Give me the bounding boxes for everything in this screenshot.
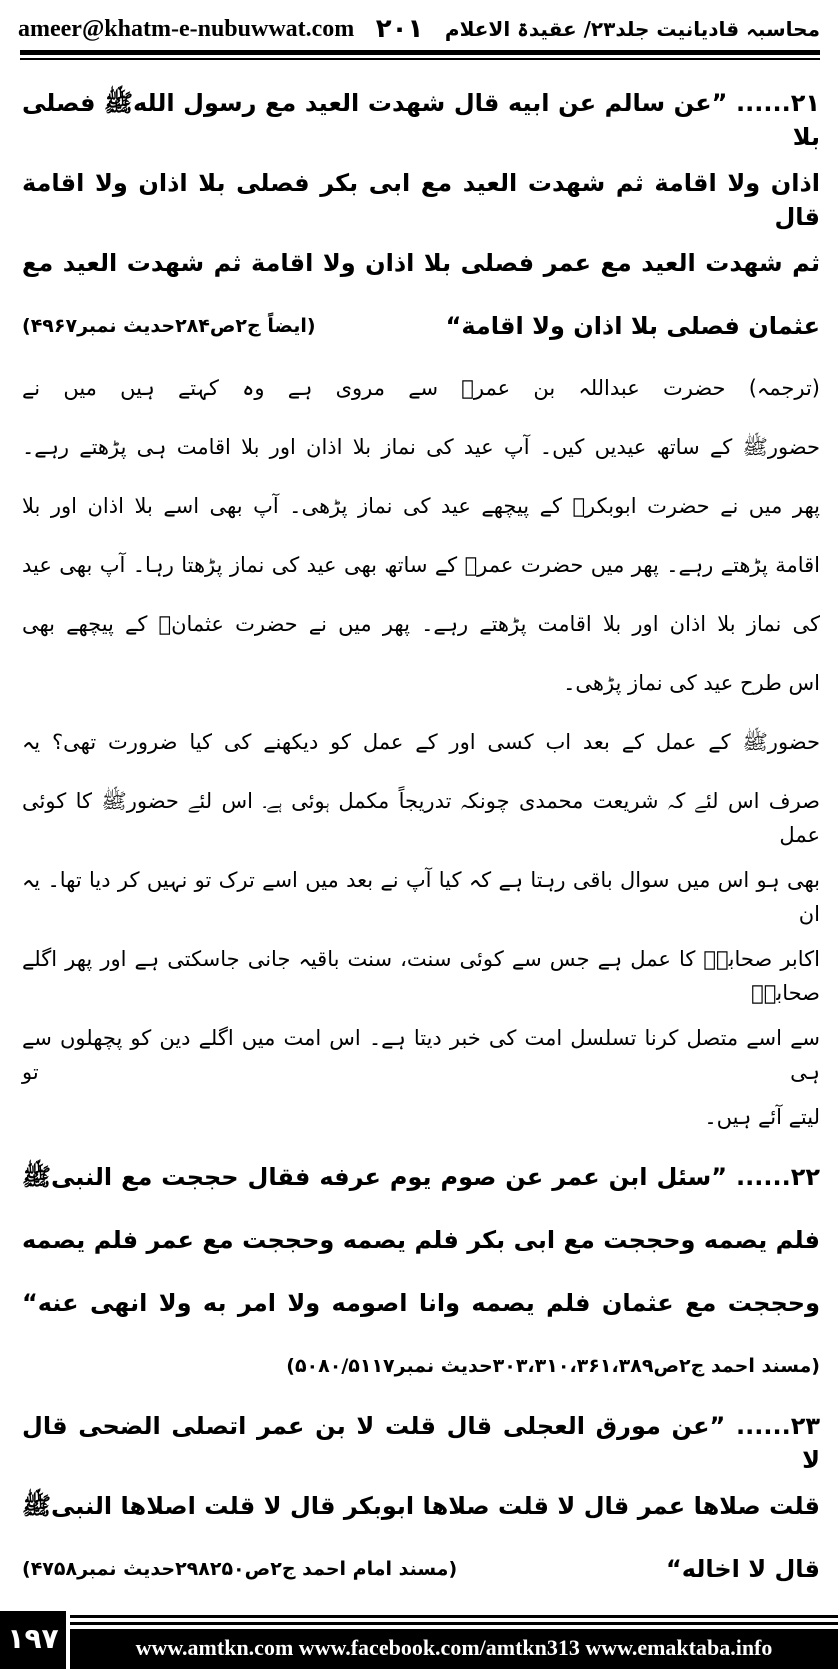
page-footer <box>0 1603 840 1669</box>
hadith-23-line <box>22 1540 820 1603</box>
translation-line: (ترجمہ) حضرت عبداللہ بن عمرؓ سے مروی ہے وہ کہتے ہیں میں نے <box>22 376 820 400</box>
hadith-21-line <box>22 297 820 360</box>
hadith-21-line: ثم شهدت العید مع عمر فصلی بلا اذان ولا اقامة ثم شهدت العید مع <box>22 249 820 277</box>
hadith-21-line: اذان ولا اقامة ثم شهدت العید مع ابی بکر فصلی بلا اذان ولا اقامة قال <box>22 169 820 231</box>
commentary-line: صرف اس لئے کہ شریعت محمدی چونکہ تدریجاً مکمل ہوئی ہے۔ اس لئے حضورﷺ کا کوئی عمل <box>22 789 820 847</box>
hadith-22-line: فلم یصمه وحججت مع ابی بکر فلم یصمه وحججت مع عمر فلم یصمه <box>22 1226 820 1254</box>
hadith-23-reference: (مسند امام احمد ج۲ص۲۹۸۲۵۰حدیث نمبر۴۷۵۸) <box>22 1558 458 1580</box>
hadith-21-reference: (ایضاً ج۲ص۲۸۴حدیث نمبر۴۹۶۷) <box>22 315 316 337</box>
hadith-22-reference: (مسند احمد ج۲ص۳۰۳،۳۱۰،۳۶۱،۳۸۹حدیث نمبر۵۰۸۰/۵۱۱۷) <box>286 1355 820 1377</box>
commentary-line: حضورﷺ کے عمل کے بعد اب کسی اور کے عمل کو دیکھنے کی کیا ضرورت تھی؟ یہ <box>22 730 820 754</box>
commentary-line: سے اسے متصل کرنا تسلسل امت کی خبر دیتا ہے۔ اس امت میں اگلے دین کو پچھلوں سے ہی تو <box>22 1026 820 1084</box>
header-page-number: ۲۰۱ <box>375 14 424 44</box>
footer-page-number: ۱۹۷ <box>0 1611 66 1669</box>
header-email: ameer@khatm-e-nubuwwat.com <box>18 15 355 42</box>
hadith-22-line: ۲۲...... ”سئل ابن عمر عن صوم یوم عرفه فقال حججت مع النبیﷺ <box>22 1163 820 1191</box>
translation-line: اقامة پڑھتے رہے۔ پھر میں حضرت عمرؓ کے ساتھ بھی عید کی نماز پڑھتا رہا۔ آپ بھی عید <box>22 553 820 577</box>
hadith-23-line: قلت صلاها عمر قال لا قلت صلاها ابوبکر قال لا قلت اصلاها النبیﷺ <box>22 1492 820 1520</box>
header-rule <box>20 50 820 55</box>
footer-rule <box>70 1622 838 1625</box>
footer-rule <box>70 1615 838 1618</box>
hadith-23-end: قال لا اخاله“ <box>665 1555 820 1583</box>
translation-line: حضورﷺ کے ساتھ عیدیں کیں۔ آپ عید کی نماز بلا اذان اور بلا اقامت ہی پڑھتے رہے۔ <box>22 435 820 459</box>
hadith-21-line: ۲۱...... ”عن سالم عن ابیه قال شهدت العید مع رسول اللهﷺ فصلی بلا <box>22 89 820 151</box>
footer-links: www.amtkn.com www.facebook.com/amtkn313 www.emaktaba.info <box>70 1629 838 1669</box>
commentary-line: لیتے آئے ہیں۔ <box>704 1105 820 1129</box>
commentary-line: بھی ہو اس میں سوال باقی رہتا ہے کہ کیا آپ نے بعد میں اسے ترک تو نہیں کر دیا تھا۔ یہ ان <box>22 868 820 926</box>
translation-line: کی نماز بلا اذان اور بلا اقامت پڑھتے رہے۔ پھر میں نے حضرت عثمانؓ کے پیچھے بھی <box>22 612 820 636</box>
hadith-22-line: وحججت مع عثمان فلم یصمه وانا اصومه ولا امر به ولا انهی عنه“ <box>22 1289 820 1317</box>
commentary-line: اکابر صحابہؓ کا عمل ہے جس سے کوئی سنت، سنت باقیہ جانی جاسکتی ہے اور پھر اگلے صحابہؓ <box>22 947 820 1005</box>
translation-line: پھر میں نے حضرت ابوبکرؓ کے پیچھے عید کی نماز پڑھی۔ آپ بھی اسے بلا اذان اور بلا <box>22 494 820 518</box>
header-title: محاسبہ قادیانیت جلد۲۳/ عقیدۃ الاعلام <box>444 17 820 41</box>
footer-band <box>70 1611 838 1669</box>
body-text <box>0 60 840 1603</box>
translation-line: اس طرح عید کی نماز پڑھی۔ <box>563 671 820 695</box>
hadith-23-line: ۲۳...... ”عن مورق العجلی قال قلت لا بن عمر اتصلی الضحی قال لا <box>22 1412 820 1474</box>
hadith-21-end: عثمان فصلی بلا اذان ولا اقامة“ <box>445 312 820 340</box>
page-header <box>0 0 840 44</box>
